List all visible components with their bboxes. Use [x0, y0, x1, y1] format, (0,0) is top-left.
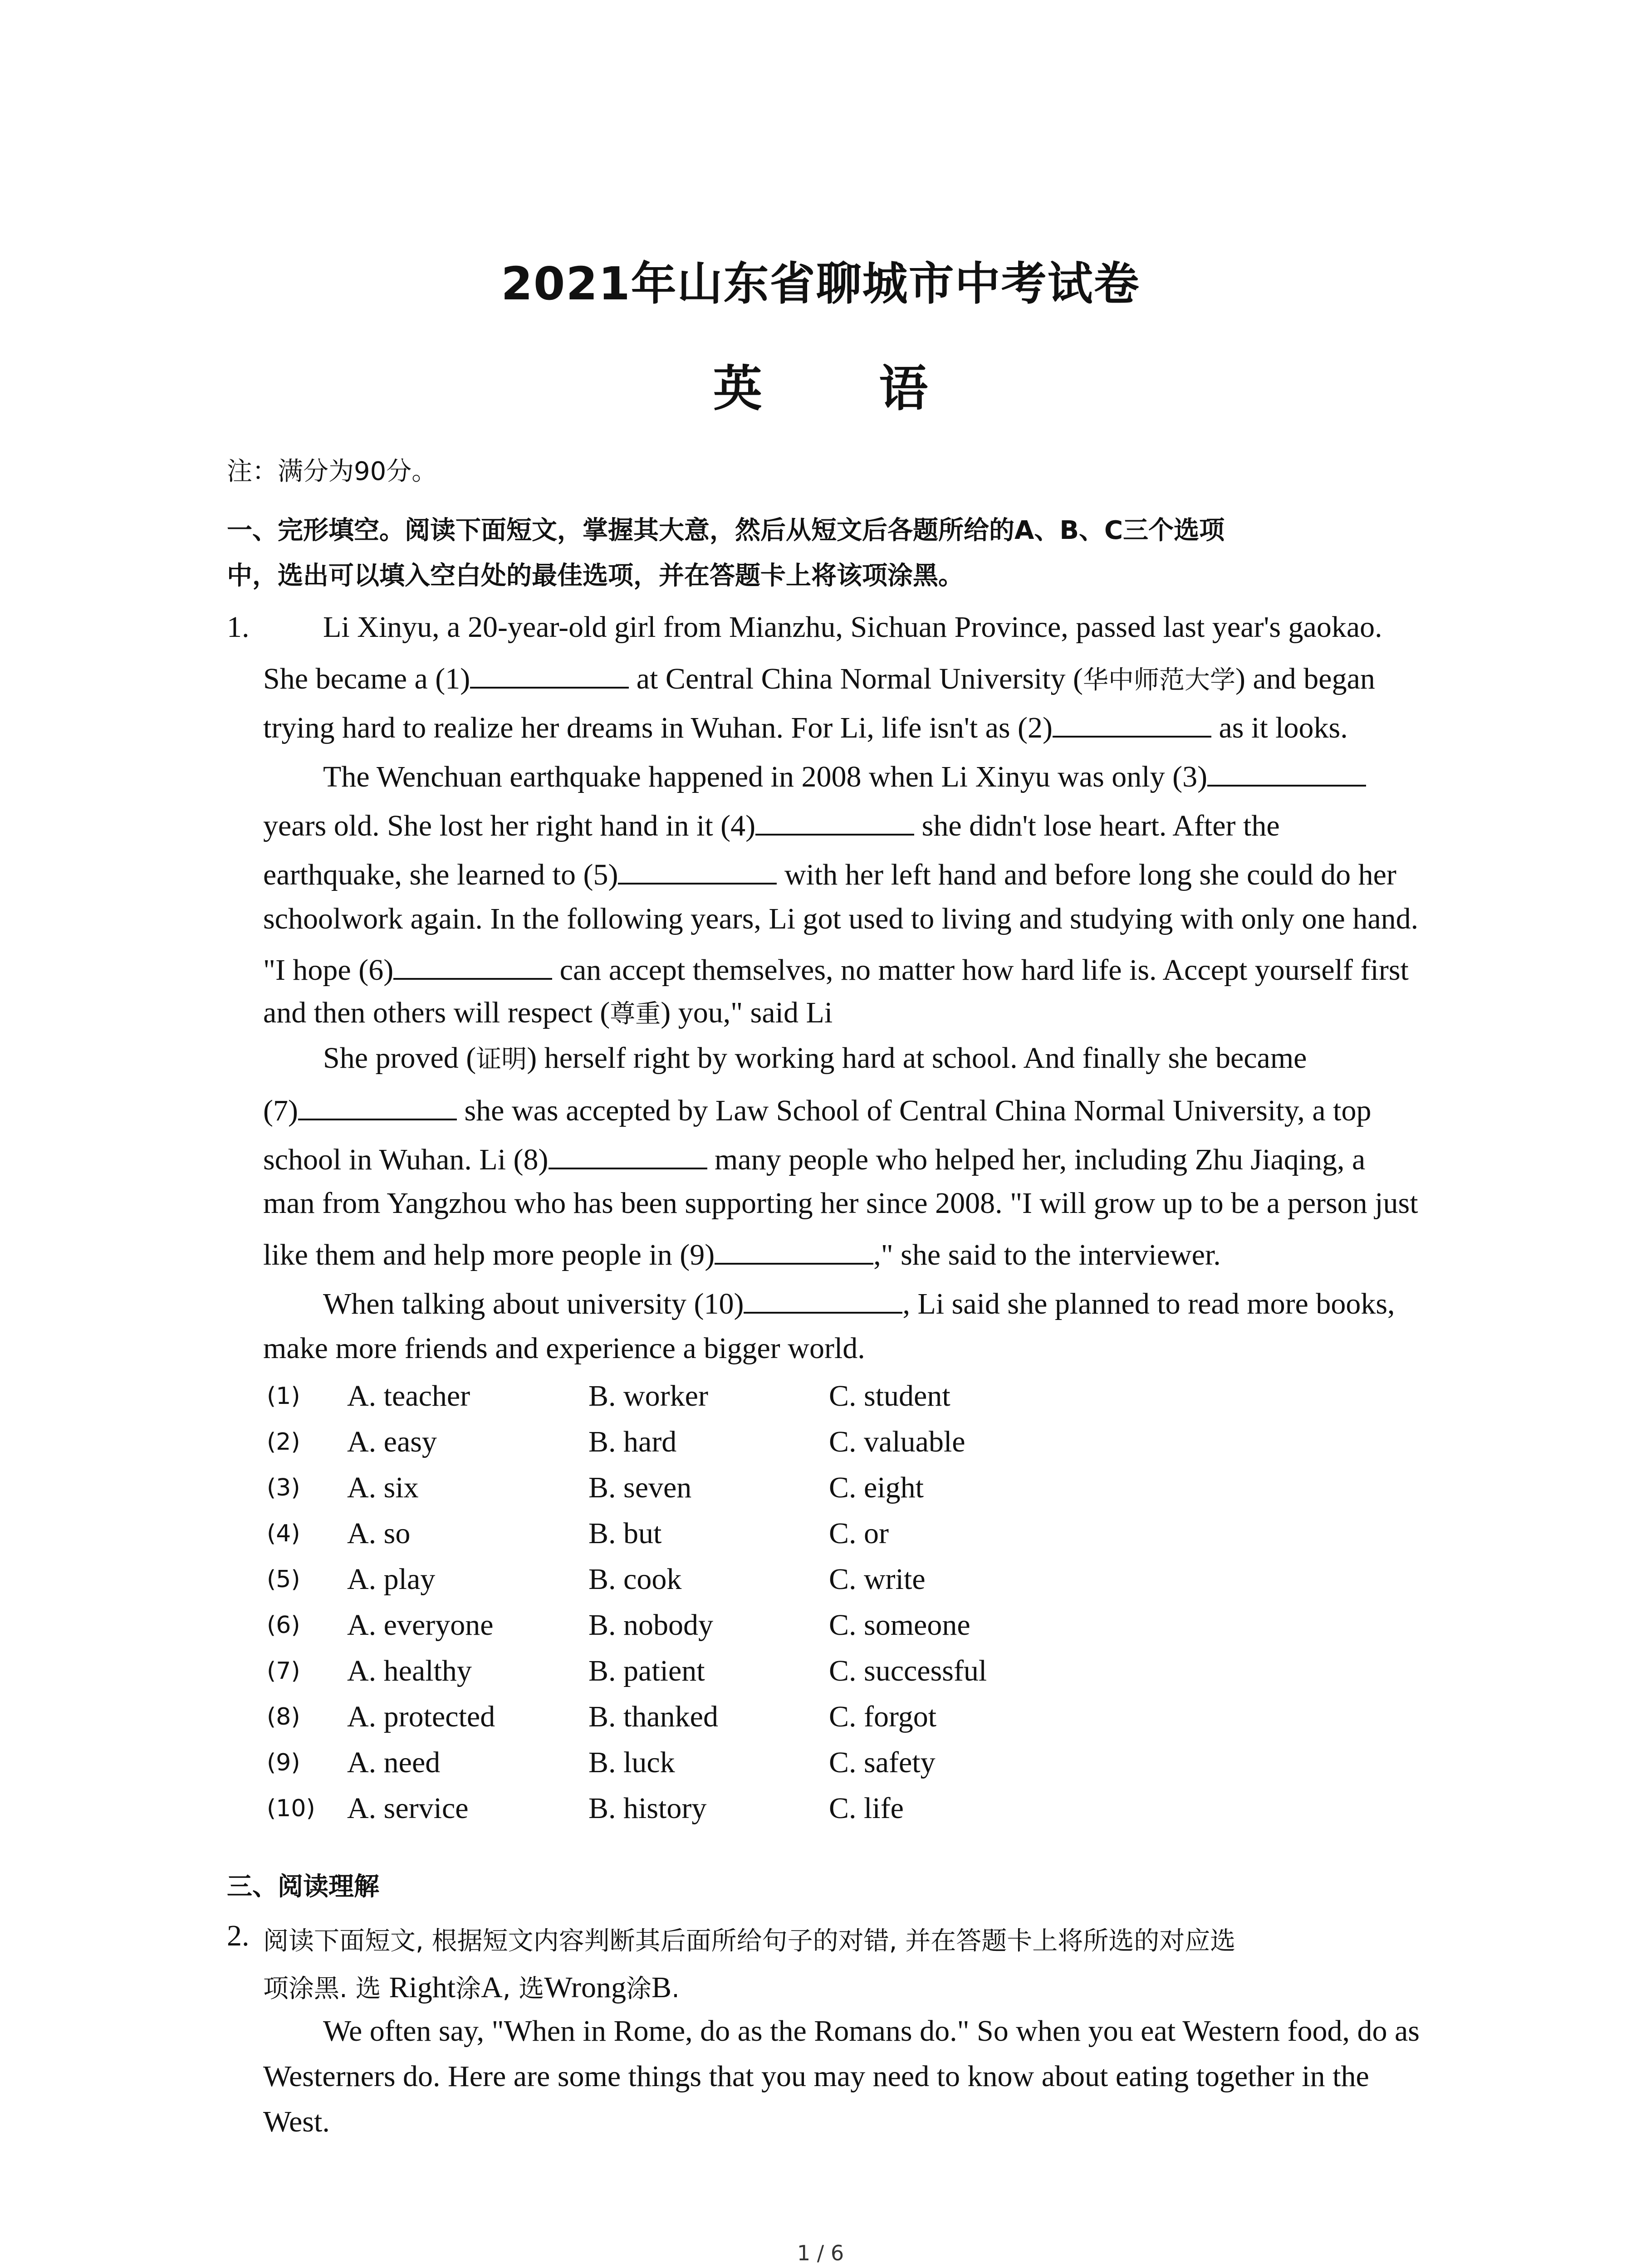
- option-c: C. student: [829, 1379, 950, 1413]
- passage-line: man from Yangzhou who has been supporting her since 2008. "I will grow up to be a person just: [263, 1187, 1418, 1220]
- passage-line: The Wenchuan earthquake happened in 2008 when Li Xinyu was only (3): [323, 759, 1366, 792]
- option-a: A. six: [347, 1471, 419, 1504]
- option-c: C. write: [829, 1563, 926, 1596]
- score-note: 注：满分为90分。: [227, 457, 437, 486]
- passage-line: (7) she was accepted by Law School of Central China Normal University, a top: [263, 1094, 1372, 1127]
- option-a: A. play: [347, 1563, 436, 1596]
- exam-title: 2021年山东省聊城市中考试卷: [501, 257, 1140, 310]
- option-b: B. history: [588, 1792, 707, 1825]
- option-b: B. thanked: [588, 1700, 718, 1733]
- option-row: (2) A. easy B. hard C. valuable: [267, 1425, 965, 1458]
- section1-heading-line1: 一、完形填空。阅读下面短文，掌握其大意，然后从短文后各题所给的A、B、C三个选项: [227, 516, 1225, 545]
- passage-line: make more friends and experience a bigger world.: [263, 1332, 865, 1365]
- option-row: (9) A. need B. luck C. safety: [267, 1746, 936, 1779]
- option-b: B. hard: [588, 1425, 677, 1458]
- option-b: B. cook: [588, 1563, 682, 1596]
- option-c: C. life: [829, 1792, 904, 1825]
- section3-heading: 三、阅读理解: [227, 1872, 379, 1901]
- option-a: A. service: [347, 1792, 469, 1825]
- blank-4: [755, 808, 914, 836]
- option-b: B. patient: [588, 1654, 705, 1687]
- option-b: B. worker: [588, 1379, 708, 1413]
- reading-passage-line: West.: [263, 2105, 330, 2138]
- passage-line: earthquake, she learned to (5) with her left hand and before long she could do her: [263, 858, 1396, 891]
- passage-line: years old. She lost her right hand in it (4) she didn't lose heart. After the: [263, 809, 1280, 842]
- page-number: 1 / 6: [797, 2241, 844, 2265]
- blank-6: [393, 953, 552, 980]
- option-a: A. everyone: [347, 1608, 494, 1642]
- option-a: A. teacher: [347, 1379, 470, 1413]
- question-2-number: 2.: [227, 1919, 250, 1952]
- passage-line: trying hard to realize her dreams in Wuhan. For Li, life isn't as (2) as it looks.: [263, 711, 1348, 744]
- blank-2: [1053, 710, 1211, 738]
- passage-line: When talking about university (10) , Li said she planned to read more books,: [323, 1287, 1395, 1320]
- option-row: (7) A. healthy B. patient C. successful: [267, 1654, 987, 1687]
- option-row: (10) A. service B. history C. life: [267, 1792, 904, 1825]
- blank-7: [298, 1093, 457, 1120]
- section1-heading-line2: 中，选出可以填入空白处的最佳选项，并在答题卡上将该项涂黑。: [227, 561, 964, 591]
- option-row: (8) A. protected B. thanked C. forgot: [267, 1700, 937, 1733]
- option-row: (4) A. so B. but C. or: [267, 1517, 889, 1550]
- option-b: B. luck: [588, 1746, 675, 1779]
- section3-instruction-line2: 项涂黑. 选 Right涂A, 选Wrong涂B.: [263, 1971, 680, 2004]
- blank-10: [744, 1286, 902, 1314]
- blank-9: [715, 1237, 873, 1265]
- passage-line: school in Wuhan. Li (8) many people who helped her, including Zhu Jiaqing, a: [263, 1143, 1366, 1176]
- reading-passage-line: We often say, "When in Rome, do as the Romans do." So when you eat Western food, do as: [323, 2014, 1420, 2048]
- option-c: C. forgot: [829, 1700, 937, 1733]
- blank-5: [618, 857, 777, 885]
- passage-line: schoolwork again. In the following years, Li got used to living and studying with only one hand.: [263, 902, 1419, 935]
- blank-1: [470, 661, 629, 689]
- option-b: B. nobody: [588, 1608, 714, 1642]
- option-b: B. seven: [588, 1471, 692, 1504]
- section3-instruction-line1: 阅读下面短文, 根据短文内容判断其后面所给句子的对错, 并在答题卡上将所选的对应选: [263, 1926, 1236, 1956]
- option-c: C. successful: [829, 1654, 987, 1687]
- blank-3: [1207, 759, 1366, 787]
- option-c: C. safety: [829, 1746, 936, 1779]
- reading-passage-line: Westerners do. Here are some things that you may need to know about eating together in the: [263, 2060, 1369, 2093]
- option-c: C. valuable: [829, 1425, 965, 1458]
- option-c: C. eight: [829, 1471, 924, 1504]
- option-a: A. so: [347, 1517, 411, 1550]
- option-a: A. need: [347, 1746, 441, 1779]
- option-row: (3) A. six B. seven C. eight: [267, 1471, 924, 1504]
- option-a: A. healthy: [347, 1654, 472, 1687]
- passage-line: She became a (1) at Central China Normal University (华中师范大学) and began: [263, 662, 1375, 695]
- passage-line: and then others will respect (尊重) you," said Li: [263, 996, 833, 1029]
- question-1-number: 1.: [227, 611, 250, 644]
- passage-line: She proved (证明) herself right by working hard at school. And finally she became: [323, 1041, 1307, 1075]
- option-a: A. protected: [347, 1700, 495, 1733]
- blank-8: [549, 1142, 707, 1169]
- option-c: C. someone: [829, 1608, 970, 1642]
- exam-subject: 英 语: [713, 361, 978, 417]
- option-row: (1) A. teacher B. worker C. student: [267, 1379, 950, 1413]
- option-row: (6) A. everyone B. nobody C. someone: [267, 1608, 970, 1642]
- passage-line: "I hope (6) can accept themselves, no matter how hard life is. Accept yourself first: [263, 953, 1409, 987]
- passage-line: Li Xinyu, a 20-year-old girl from Mianzhu, Sichuan Province, passed last year's gaokao.: [323, 611, 1382, 644]
- option-c: C. or: [829, 1517, 889, 1550]
- option-a: A. easy: [347, 1425, 437, 1458]
- option-b: B. but: [588, 1517, 662, 1550]
- passage-line: like them and help more people in (9) ," she said to the interviewer.: [263, 1238, 1221, 1271]
- option-row: (5) A. play B. cook C. write: [267, 1563, 926, 1596]
